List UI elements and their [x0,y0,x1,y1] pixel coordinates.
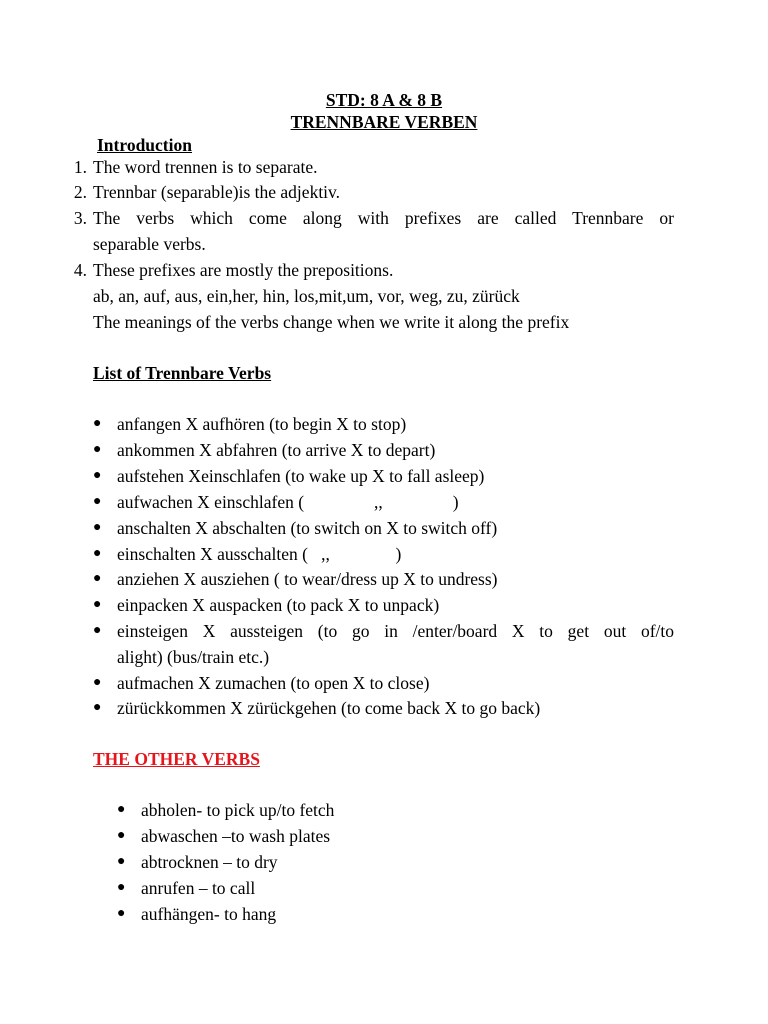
bullet-icon: ● [117,854,126,869]
other-verb-item: aufhängen- to hang [141,904,277,924]
bullet-icon: ● [117,802,126,817]
introduction-heading: Introduction [97,135,192,155]
intro-item-number: 4. [73,260,87,280]
bullet-icon: ● [93,442,102,457]
prefix-list: ab, an, auf, aus, ein,her, hin, los,mit,um, vor, weg, zu, zürück [93,286,520,306]
verb-pair-item: einsteigen X aussteigen (to go in /enter/board X to get out of/to [117,621,674,641]
verb-pair-item: zürückkommen X zürückgehen (to come back X to go back) [117,698,541,718]
verb-pair-item: anfangen X aufhören (to begin X to stop) [117,414,407,434]
bullet-icon: ● [93,468,102,483]
class-line: STD: 8 A & 8 B [325,90,443,110]
intro-item-number: 3. [73,208,87,228]
meaning-note: The meanings of the verbs change when we write it along the prefix [93,312,570,332]
verb-pair-item: anschalten X abschalten (to switch on X to switch off) [117,518,498,538]
verb-pair-item-continued: alight) (bus/train etc.) [117,647,270,667]
bullet-icon: ● [117,906,126,921]
bullet-icon: ● [93,494,102,509]
bullet-icon: ● [93,520,102,535]
verb-list-heading: List of Trennbare Verbs [93,363,272,383]
intro-item-text: These prefixes are mostly the prepositions. [93,260,394,280]
bullet-icon: ● [117,880,126,895]
bullet-icon: ● [93,675,102,690]
bullet-icon: ● [93,623,102,638]
verb-pair-item: aufmachen X zumachen (to open X to close) [117,673,430,693]
bullet-icon: ● [117,828,126,843]
verb-pair-item: aufwachen X einschlafen ( ,, ) [117,492,459,512]
intro-item-text: The verbs which come along with prefixes are called Trennbare or [93,208,674,228]
other-verb-item: abholen- to pick up/to fetch [141,800,335,820]
bullet-icon: ● [93,597,102,612]
bullet-icon: ● [93,571,102,586]
verb-pair-item: anziehen X ausziehen ( to wear/dress up X to undress) [117,569,498,589]
other-verb-item: abtrocknen – to dry [141,852,278,872]
verb-pair-item: einpacken X auspacken (to pack X to unpack) [117,595,440,615]
intro-item-number: 2. [73,182,87,202]
verb-pair-item: einschalten X ausschalten ( ,, ) [117,544,402,564]
intro-item-text: The word trennen is to separate. [93,157,318,177]
other-verb-item: anrufen – to call [141,878,256,898]
intro-item-text-continued: separable verbs. [93,234,206,254]
bullet-icon: ● [93,546,102,561]
verb-pair-item: aufstehen Xeinschlafen (to wake up X to fall asleep) [117,466,485,486]
bullet-icon: ● [93,700,102,715]
other-verb-item: abwaschen –to wash plates [141,826,331,846]
other-verbs-heading: THE OTHER VERBS [93,749,260,769]
bullet-icon: ● [93,416,102,431]
verb-pair-item: ankommen X abfahren (to arrive X to depart) [117,440,436,460]
intro-item-number: 1. [73,157,87,177]
intro-item-text: Trennbar (separable)is the adjektiv. [93,182,341,202]
page-title: TRENNBARE VERBEN [290,112,478,132]
